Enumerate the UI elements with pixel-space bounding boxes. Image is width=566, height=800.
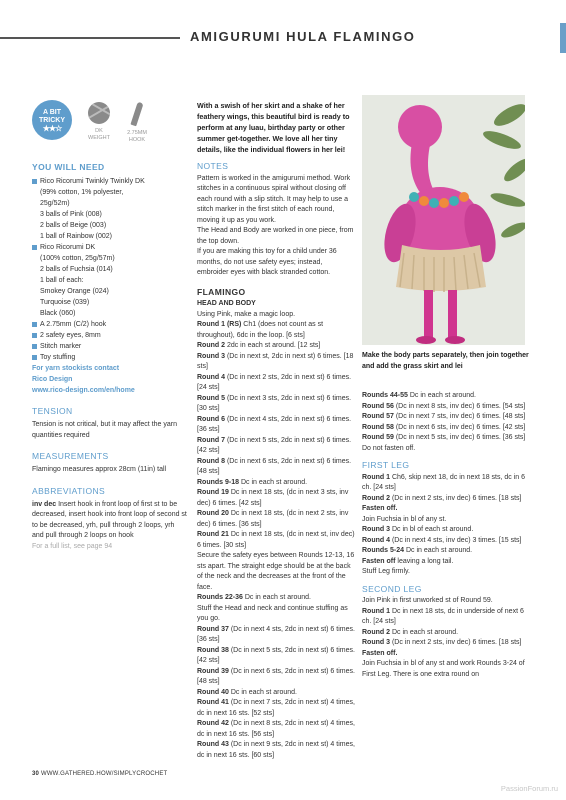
round-label: Round 42 [197,720,229,727]
measurements-text: Flamingo measures approx 28cm (11in) tall [32,466,167,473]
material-item: Stitch marker [32,341,188,352]
round-text: (Dc in next 6 sts, 2dc in next st) 6 times. [48 sts] [197,457,352,475]
see-page-link[interactable]: For a full list, see page 94 [32,542,113,550]
header-accent-bar [560,23,566,53]
round-text: (Dc in next 5 sts, inv dec) 6 times. [36 sts] [393,434,526,441]
material-item: Smokey Orange (024) [40,288,109,295]
first-leg-round-4: Round 4 (Dc in next 4 sts, inv dec) 3 times. [15 sts] [362,536,522,544]
yarn-weight-label-2: WEIGHT [88,134,110,141]
stockist-line: Rico Design [32,376,73,383]
round-text: (Dc in next 8 sts, 2dc in next st) 4 times, dc in next 16 sts. [56 sts] [197,720,355,738]
material-item: 1 ball of each: [40,277,84,284]
eyes-instruction: Secure the safety eyes between Rounds 12-13, 16 sts apart. The straight edge should be at the back of the neck and the decreases at the front of the face. [197,552,355,591]
rounds-list [362,391,530,444]
round-instruction [362,433,530,444]
footer-url[interactable]: WWW.GATHERED.HOW/SIMPLYCROCHET [40,771,168,777]
first-leg-round-1: Round 1 Ch6, skip next 18, dc in next 18 sts, dc in 6 ch. [24 sts] [362,473,526,491]
notes-paragraph: Pattern is worked in the amigurumi method. Work stitches in a continuous spiral without closing off each round with a slip stitch. It may help to use a stitch marker in the first stitch of each round, moving it up as you work. [197,174,351,224]
fasten-off-text: Fasten off. [362,649,398,657]
round-instruction [197,488,355,509]
round-label: Round 38 [197,646,229,654]
material-item: Toy stuffing [32,352,188,363]
round-text: (Dc in next 7 sts, 2dc in next st) 4 times, dc in next 16 sts. [52 sts] [197,699,355,717]
round-label: Round 7 [197,436,225,444]
start-instruction: Using Pink, make a magic loop. [197,310,296,318]
round-instruction [197,436,355,457]
page-footer [32,771,167,777]
round-text: (Dc in next st, 2dc in next st) 6 times. [18 sts] [197,352,354,370]
abbreviations-section [32,486,188,553]
round-instruction [362,412,530,423]
stockist-line: For yarn stockists contact [32,365,120,372]
round-text: Dc in each st around. [407,392,476,399]
second-leg-round-2: Round 2 Dc in each st around. [362,628,459,636]
round-label: Round 6 [197,415,225,423]
first-leg-round-2: Round 2 (Dc in next 2 sts, inv dec) 6 times. [18 sts] [362,494,522,502]
round-label: Round 59 [362,434,394,441]
round-instruction [197,698,355,719]
round-text: (Dc in next 5 sts, 2dc in next st) 6 times. [42 sts] [197,646,355,664]
round-label: Round 40 [197,688,229,696]
round-label: Rounds 22-36 [197,594,243,601]
notes-paragraph: The Head and Body are worked in one piece, from the top down. [197,227,354,245]
abbreviations-heading: ABBREVIATIONS [32,485,106,496]
watermark: PassionForum.ru [500,784,558,793]
hook-size-label-1: 2.75MM [127,130,147,136]
round-instruction [197,688,355,699]
flamingo-heading: FLAMINGO [197,286,246,297]
tension-section [32,406,188,441]
round-label: Round 57 [362,413,394,420]
pattern-column-1 [197,100,355,761]
first-leg-round-5: Rounds 5-24 Dc in each st around. [362,547,473,554]
notes-heading: NOTES [197,161,229,171]
round-label: Round 5 [197,394,225,402]
flamingo-photo [362,95,525,345]
round-instruction [197,646,355,667]
stuff-leg-text: Stuff Leg firmly. [362,568,410,575]
materials-list [32,176,188,363]
round-text: (Dc in next 6 sts, 2dc in next st) 6 times. [48 sts] [197,667,355,685]
material-item: 1 ball of Rainbow (002) [40,233,112,240]
stockist-info [32,363,188,396]
abbreviation-term: inv dec [32,500,57,508]
round-instruction [362,391,530,402]
do-not-fasten-text: Do not fasten off. [362,444,416,452]
measurements-section [32,451,188,476]
round-text: Dc in next 18 sts, (dc in next st, inv dec) 6 times. [30 sts] [197,531,355,549]
head-and-body-subheading: HEAD AND BODY [197,300,256,307]
abbreviation-definition: Insert hook in front loop of first st to be decreased, insert hook into front loop of second st to be decreased, yrh, pull through 2 loops, yrh and pull through 2 loops on hook [32,500,187,539]
stuffing-instruction: Stuff the Head and neck and continue stuffing as you go. [197,604,348,622]
round-instruction [197,719,355,740]
fasten-off-tail-text: Fasten off leaving a long tail. [362,557,454,565]
photo-caption: Make the body parts separately, then join together and add the grass skirt and lei [362,352,529,370]
round-text: (Dc in next 9 sts, 2dc in next st) 4 times, dc in next 16 sts. [60 sts] [197,741,355,759]
round-instruction [197,341,355,352]
measurements-heading: MEASUREMENTS [32,451,109,461]
header-rule [0,37,180,39]
sidebar [32,100,188,552]
material-item: Rico Ricorumi DK [32,242,188,253]
first-leg-round-3: Round 3 Dc in bl of each st around. [362,526,474,533]
round-label: Round 43 [197,741,229,748]
round-text: Dc in next 18 sts, (dc in next 3 sts, inv dec) 6 times. [42 sts] [197,489,349,507]
round-text: (Dc in next 5 sts, 2dc in next st) 6 times. [42 sts] [197,436,352,454]
round-text: (Dc in next 4 sts, 2dc in next st) 6 times. [36 sts] [197,415,352,433]
info-badges [32,100,188,162]
you-will-need-heading: YOU WILL NEED [32,162,105,172]
round-text: Dc in each st around. [228,688,297,696]
material-item: 2 balls of Fuchsia (014) [40,266,113,273]
yarn-weight-label-1: DK [95,128,103,134]
fasten-off-text: Fasten off. [362,505,398,512]
tension-heading: TENSION [32,406,73,416]
closing-text: Join Fuchsia in bl of any st and work Rounds 3-24 of First Leg. There is one extra round on [362,660,525,678]
round-label: Round 4 [197,373,225,381]
round-instruction [197,625,355,646]
rounds-list [197,320,355,551]
notes-body [197,174,355,279]
first-leg-heading: FIRST LEG [362,460,410,470]
round-label: Round 56 [362,402,394,410]
hook-size-badge [120,102,154,143]
material-item: A 2.75mm (C/2) hook [32,319,188,330]
round-instruction [362,423,530,434]
round-instruction [197,394,355,415]
material-item: 2 balls of Beige (003) [40,222,107,229]
round-instruction [197,478,355,489]
material-item: Black (060) [40,310,76,317]
intro-paragraph: With a swish of her skirt and a shake of her feathery wings, this beautiful bird is ready to perform at any luau, birthday party or other summer get-together. We love all her tiny details, like the individual flowers in her lei! [197,101,350,154]
round-text: Dc in each st around. [242,594,311,601]
material-item: 25g/52m) [40,200,70,207]
round-instruction [197,373,355,394]
yarn-weight-badge [82,102,116,141]
round-instruction [197,593,355,604]
round-label: Rounds 44-55 [362,392,408,399]
round-label: Round 2 [197,342,225,349]
round-text: (Dc in next 6 sts, inv dec) 6 times. [42 sts] [393,423,526,431]
difficulty-label-1: A BIT [42,109,62,116]
round-instruction [197,509,355,530]
yarn-ball-icon [88,102,110,124]
round-label: Round 39 [197,667,229,675]
difficulty-label-2: TRICKY [38,117,66,124]
round-text: (Dc in next 2 sts, 2dc in next st) 6 times. [24 sts] [197,373,352,391]
round-instruction [197,457,355,478]
round-label: Round 3 [197,352,225,360]
round-label: Round 21 [197,531,229,538]
round-label: Round 8 [197,457,225,465]
material-item: Turquoise (039) [40,299,90,306]
stockist-link[interactable]: www.rico-design.com/en/home [32,387,135,394]
round-label: Round 58 [362,423,394,431]
round-text: 2dc in each st around. [12 sts] [225,342,321,349]
abbreviation-entry [32,500,188,542]
round-instruction [197,667,355,688]
round-label: Round 41 [197,699,229,706]
notes-paragraph: If you are making this toy for a child under 36 months, do not use safety eyes; instead, embroider eyes with black stranded cotton. [197,248,337,276]
rounds-list [197,625,355,762]
round-label: Round 37 [197,625,229,633]
round-text: Ch1 (does not count as st throughout), 6dc in the loop. [6 sts] [197,321,324,339]
round-instruction [197,320,355,341]
second-leg-round-3: Round 3 (Dc in next 2 sts, inv dec) 6 times. [18 sts] [362,639,522,646]
rounds-list [197,593,355,604]
round-instruction [197,415,355,436]
difficulty-stars-icon: ★★☆ [42,124,62,133]
round-instruction [197,530,355,551]
hook-size-label-2: HOOK [128,136,146,143]
round-text: (Dc in next 3 sts, 2dc in next st) 6 times. [30 sts] [197,394,352,412]
round-text: (Dc in next 4 sts, 2dc in next st) 6 times. [36 sts] [197,625,355,643]
tension-text: Tension is not critical, but it may affect the yarn quantities required [32,421,177,439]
pattern-column-2 [362,391,530,680]
flamingo-illustration [362,95,525,345]
round-label: Round 19 [197,489,229,496]
second-leg-round-1: Round 1 Dc in next 18 sts, dc in underside of next 6 ch. [24 sts] [362,607,524,625]
round-label: Round 1 (RS) [197,321,242,328]
page-number: 30 [32,771,40,777]
material-item: (99% cotton, 1% polyester, [40,189,124,196]
round-text: Dc in next 18 sts, (dc in next 2 sts, inv dec) 6 times. [36 sts] [197,510,349,528]
round-instruction [197,740,355,761]
round-instruction [197,352,355,373]
round-text: Dc in each st around. [239,478,308,486]
round-label: Round 20 [197,510,229,517]
round-label: Rounds 9-18 [197,478,240,486]
material-item: 2 safety eyes, 8mm [32,330,188,341]
difficulty-badge [32,100,72,140]
round-text: (Dc in next 7 sts, inv dec) 6 times. [48 sts] [393,413,526,420]
round-instruction [362,402,530,413]
crochet-hook-icon [130,102,143,127]
material-item: 3 balls of Pink (008) [40,211,102,218]
join-pink-text: Join Pink in first unworked st of Round 59. [362,597,493,604]
join-fuchsia-text: Join Fuchsia in bl of any st. [362,515,447,523]
page-title: AMIGURUMI HULA FLAMINGO [190,29,416,44]
second-leg-heading: SECOND LEG [362,583,422,594]
round-text: (Dc in next 8 sts, inv dec) 6 times. [54 sts] [393,402,526,410]
material-item: Rico Ricorumi Twinkly Twinkly DK [32,176,188,187]
material-item: (100% cotton, 25g/57m) [40,255,115,262]
